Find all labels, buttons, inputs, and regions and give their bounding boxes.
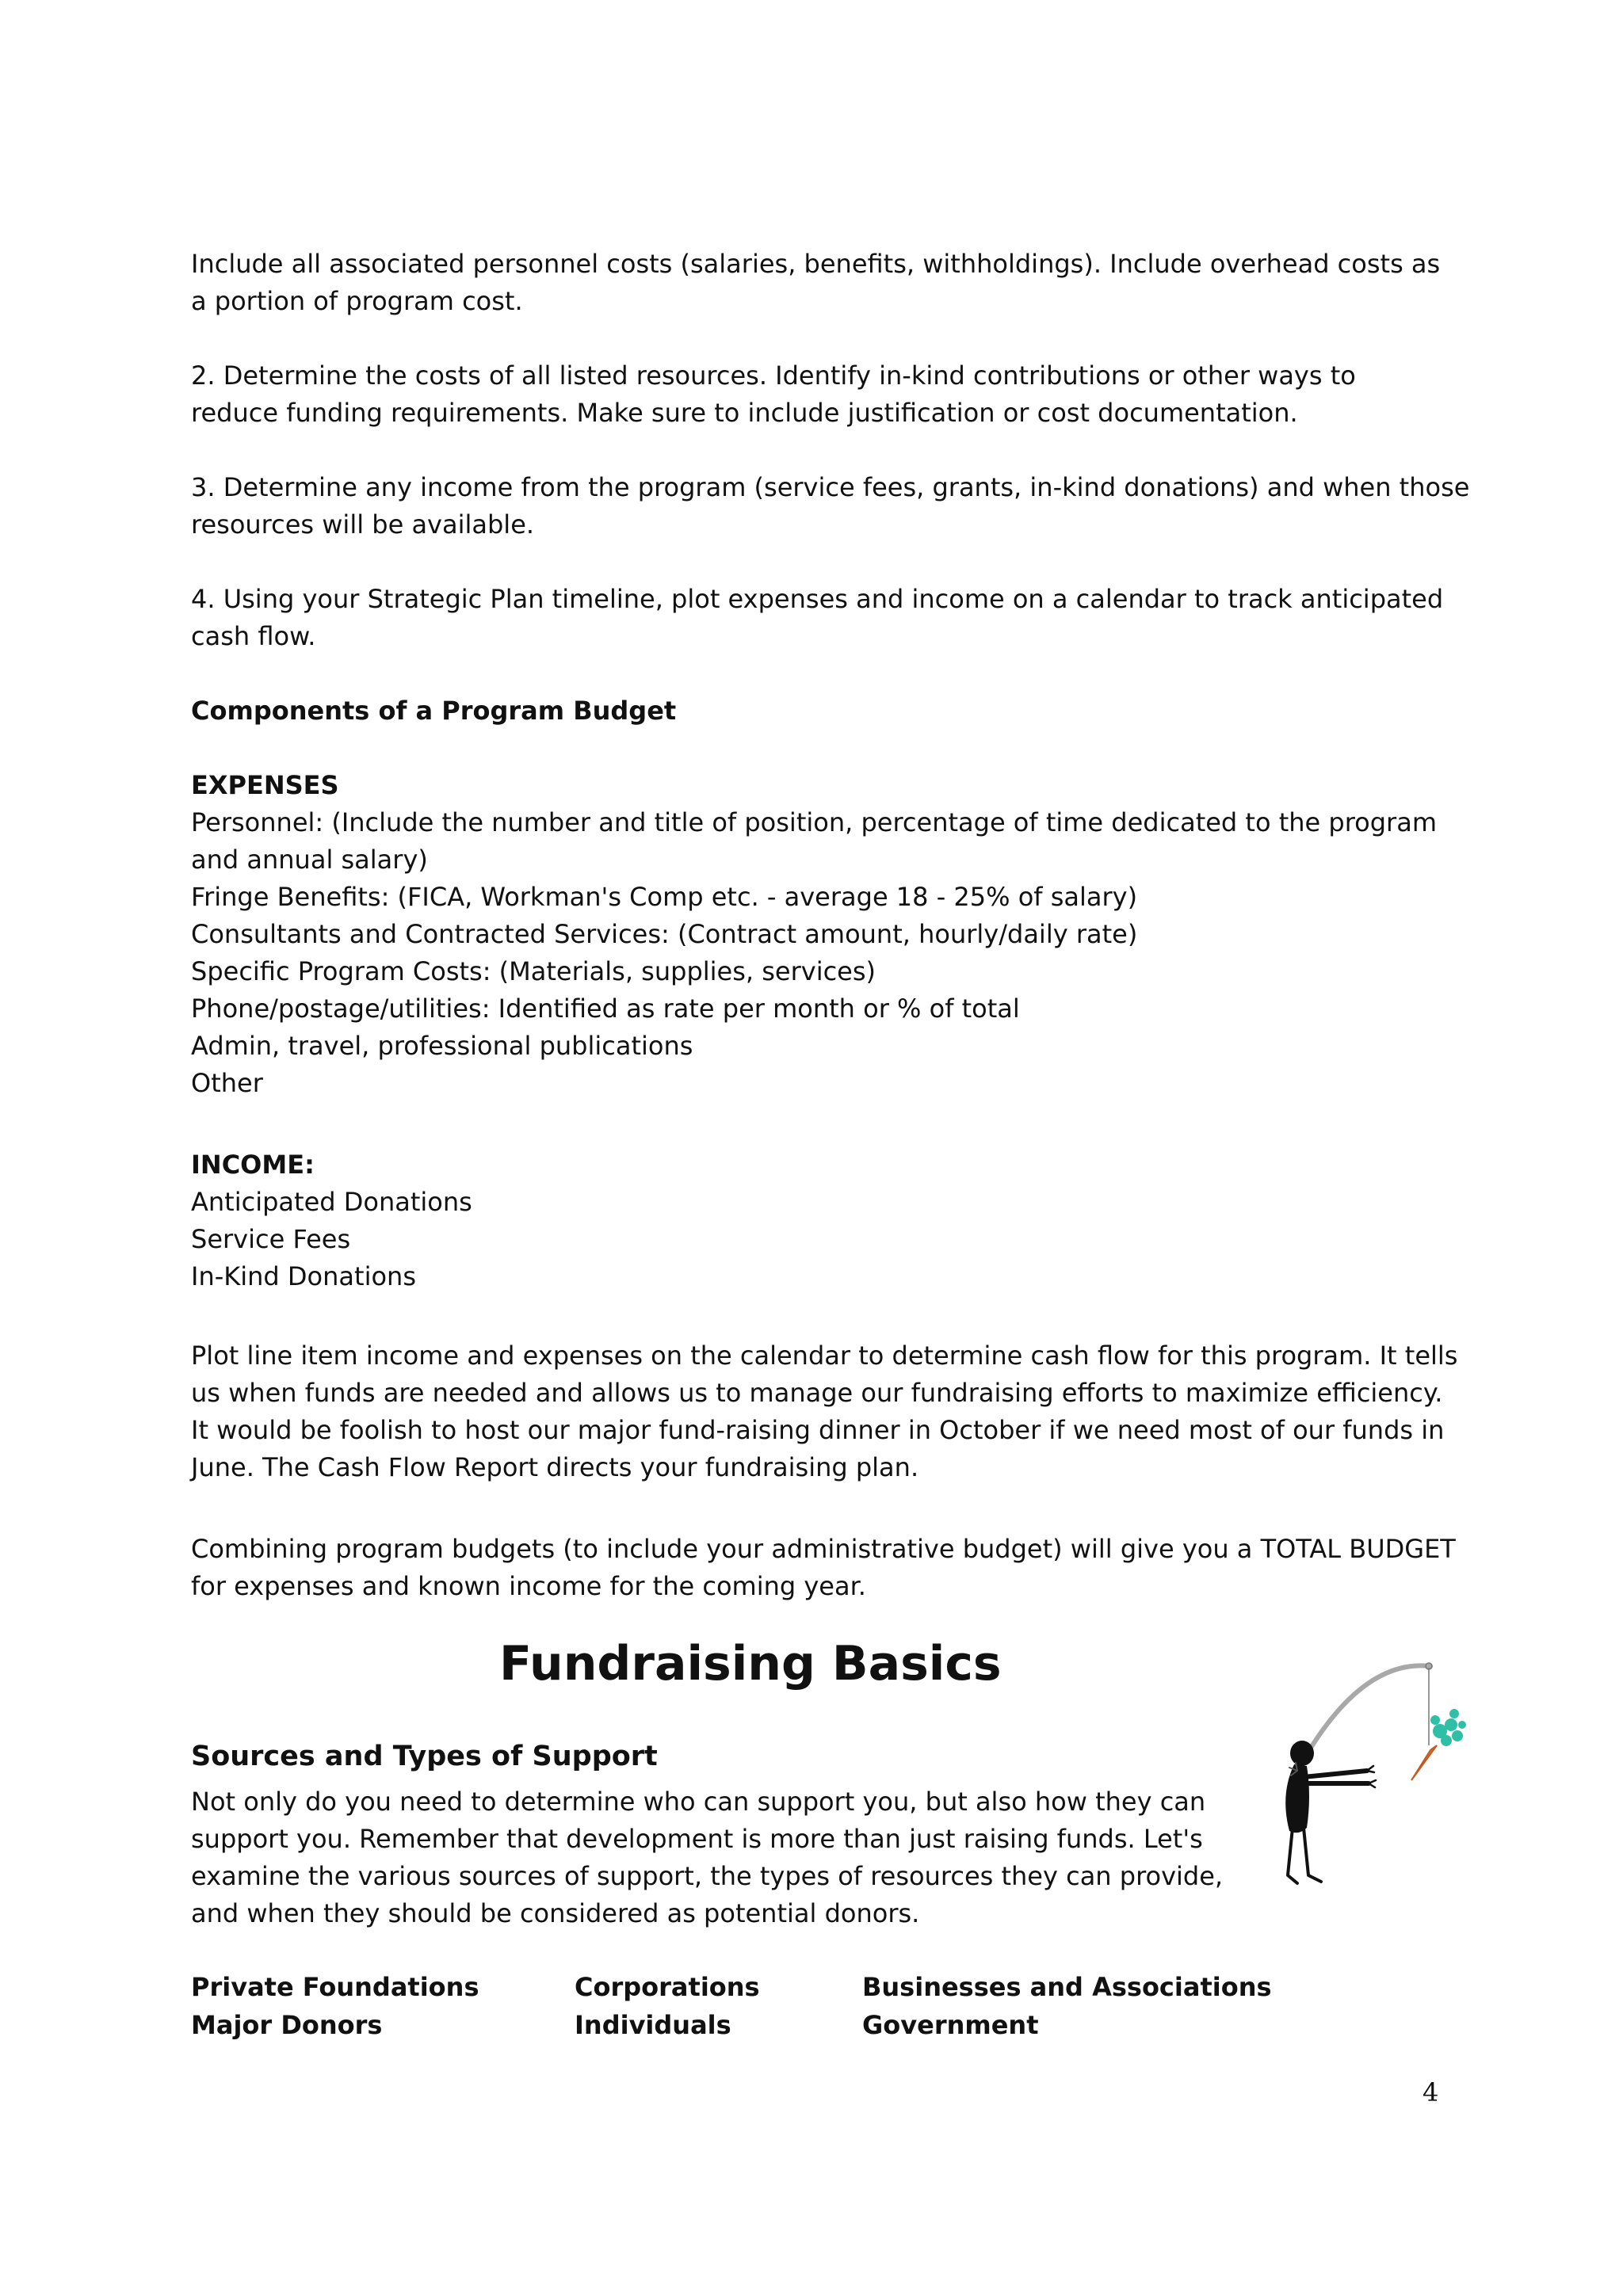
- expense-line: and annual salary): [191, 845, 428, 875]
- support-type: Major Donors: [191, 2010, 383, 2040]
- step-line: resources will be available.: [191, 509, 535, 540]
- support-type: Individuals: [575, 2010, 731, 2040]
- income-heading: INCOME:: [191, 1150, 315, 1180]
- expense-line: Consultants and Contracted Services: (Contract amount, hourly/daily rate): [191, 919, 1138, 949]
- expenses-heading: EXPENSES: [191, 770, 339, 800]
- sources-line: examine the various sources of support, the types of resources they can provide,: [191, 1861, 1224, 1891]
- step-line: cash flow.: [191, 621, 316, 651]
- expense-line: Other: [191, 1068, 263, 1098]
- intro-line: a portion of program cost.: [191, 286, 523, 316]
- step-4-paragraph: [191, 581, 1443, 655]
- page-number: 4: [1423, 2077, 1439, 2107]
- sources-line: and when they should be considered as potential donors.: [191, 1898, 920, 1928]
- support-column-1: [191, 1968, 479, 2044]
- step-line: reduce funding requirements. Make sure to include justification or cost documentation.: [191, 398, 1298, 428]
- total-line: for expenses and known income for the coming year.: [191, 1571, 866, 1601]
- income-line: In-Kind Donations: [191, 1261, 416, 1291]
- support-type: Private Foundations: [191, 1972, 479, 2002]
- figure-legs: [1288, 1828, 1321, 1883]
- support-type: Government: [862, 2010, 1039, 2040]
- carrot-leaves: [1430, 1709, 1466, 1746]
- expense-line: Admin, travel, professional publications: [191, 1031, 693, 1061]
- total-line: Combining program budgets (to include your administrative budget) will give you a TOTAL BUDGET: [191, 1534, 1456, 1564]
- expense-line: Fringe Benefits: (FICA, Workman's Comp etc. - average 18 - 25% of salary): [191, 882, 1138, 912]
- step-3-paragraph: [191, 469, 1470, 543]
- step-line: 3. Determine any income from the program (service fees, grants, in-kind donations) and when those: [191, 472, 1470, 502]
- stick-figure-chasing-carrot-icon: [1248, 1652, 1486, 1897]
- fishing-pole: [1297, 1665, 1430, 1771]
- income-section: [191, 1146, 1443, 1295]
- income-line: Service Fees: [191, 1224, 351, 1254]
- cashflow-line: June. The Cash Flow Report directs your fundraising plan.: [191, 1452, 919, 1482]
- support-type: Corporations: [575, 1972, 760, 2002]
- intro-line: Include all associated personnel costs (salaries, benefits, withholdings). Include overhead costs as: [191, 249, 1441, 279]
- section-title: Fundraising Basics: [499, 1636, 1002, 1691]
- support-type: Businesses and Associations: [862, 1972, 1272, 2002]
- sources-heading: Sources and Types of Support: [191, 1741, 658, 1772]
- cashflow-paragraph: [191, 1337, 1458, 1486]
- sources-paragraph: [191, 1783, 1253, 1932]
- income-line: Anticipated Donations: [191, 1187, 472, 1217]
- sources-line: Not only do you need to determine who can support you, but also how they can: [191, 1787, 1206, 1817]
- expense-line: Phone/postage/utilities: Identified as rate per month or % of total: [191, 994, 1020, 1024]
- figure-hands: [1367, 1766, 1376, 1787]
- step-line: 2. Determine the costs of all listed resources. Identify in-kind contributions or other ways to: [191, 360, 1356, 391]
- support-column-3: [862, 1968, 1272, 2044]
- expense-line: Specific Program Costs: (Materials, supplies, services): [191, 956, 876, 986]
- total-budget-paragraph: [191, 1531, 1456, 1605]
- support-column-2: [575, 1968, 760, 2044]
- expenses-section: [191, 767, 1443, 1102]
- step-line: 4. Using your Strategic Plan timeline, plot expenses and income on a calendar to track anticipated: [191, 584, 1444, 614]
- expense-line: Personnel: (Include the number and title of position, percentage of time dedicated to the program: [191, 807, 1437, 837]
- step-2-paragraph: [191, 357, 1443, 432]
- components-heading: Components of a Program Budget: [191, 696, 677, 726]
- cashflow-line: Plot line item income and expenses on the calendar to determine cash flow for this program. It tells: [191, 1341, 1458, 1371]
- sources-line: support you. Remember that development is more than just raising funds. Let's: [191, 1824, 1203, 1854]
- figure-head: [1290, 1741, 1314, 1766]
- cashflow-line: us when funds are needed and allows us to manage our fundraising efforts to maximize efficiency.: [191, 1378, 1443, 1408]
- cashflow-line: It would be foolish to host our major fund-raising dinner in October if we need most of our funds in: [191, 1415, 1445, 1445]
- carrot: [1411, 1745, 1437, 1780]
- figure-arms: [1304, 1771, 1369, 1783]
- intro-paragraph: [191, 246, 1443, 320]
